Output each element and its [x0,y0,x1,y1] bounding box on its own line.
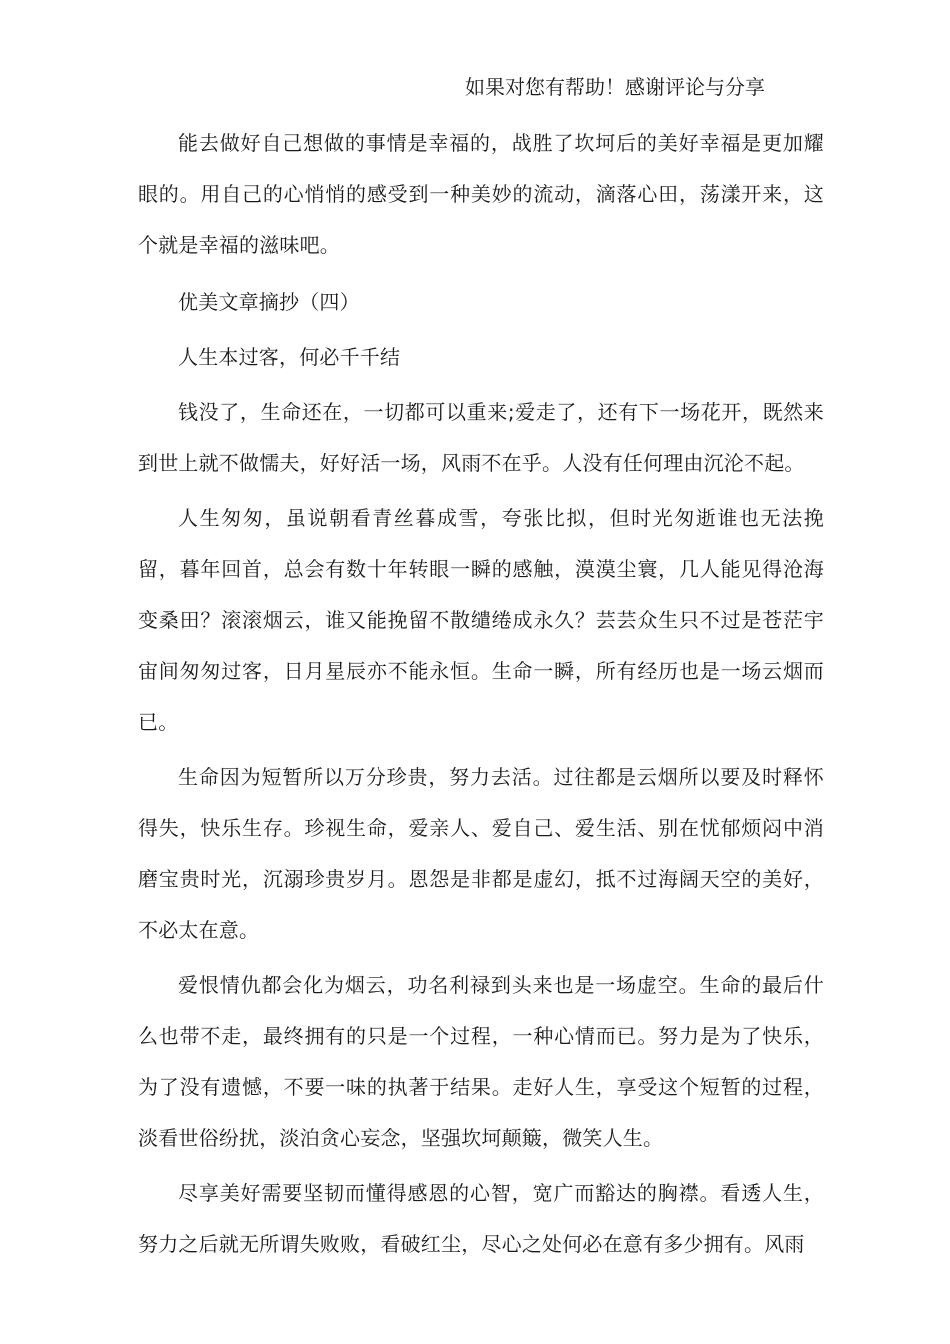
section-heading: 优美文章摘抄（四） [178,290,360,314]
paragraph-money: 钱没了，生命还在，一切都可以重来;爱走了，还有下一场花开，既然来到世上就不做懦夫，好好活一场，风雨不在乎。人没有任何理由沉沦不起。 [138,400,824,475]
paragraph-life-brief: 人生匆匆，虽说朝看青丝暮成雪，夸张比拟，但时光匆逝谁也无法挽留，暮年回首，总会有数十年转眼一瞬的感触，漠漠尘寰，几人能见得沧海变桑田？滚滚烟云，谁又能挽留不散缱绻成永久？芸芸众生只不过是苍茫宇宙间匆匆过客，日月星辰亦不能永恒。生命一瞬，所有经历也是一场云烟而已。 [138,506,824,734]
article-title: 人生本过客，何必千千结 [178,345,401,369]
header-note: 如果对您有帮助！感谢评论与分享 [465,75,765,99]
article-body [138,118,824,1270]
paragraph-love-hate: 爱恨情仇都会化为烟云，功名利禄到头来也是一场虚空。生命的最后什么也带不走，最终拥有的只是一个过程，一种心情而已。努力是为了快乐，为了没有遗憾，不要一味的执著于结果。走好人生，享受这个短暂的过程，淡看世俗纷扰，淡泊贪心妄念，坚强坎坷颠簸，微笑人生。 [138,973,824,1150]
paragraph-enjoy: 尽享美好需要坚韧而懂得感恩的心智，宽广而豁达的胸襟。看透人生，努力之后就无所谓失败败，看破红尘，尽心之处何必在意有多少拥有。风雨 [138,1181,824,1256]
paragraph-happiness: 能去做好自己想做的事情是幸福的，战胜了坎坷后的美好幸福是更加耀眼的。用自己的心悄悄的感受到一种美妙的流动，滴落心田，荡漾开来，这个就是幸福的滋味吧。 [138,131,824,257]
paragraph-cherish-life: 生命因为短暂所以万分珍贵，努力去活。过往都是云烟所以要及时释怀得失，快乐生存。珍视生命，爱亲人、爱自己、爱生活、别在忧郁烦闷中消磨宝贵时光，沉溺珍贵岁月。恩怨是非都是虚幻，抵不过海阔天空的美好，不必太在意。 [138,765,824,942]
